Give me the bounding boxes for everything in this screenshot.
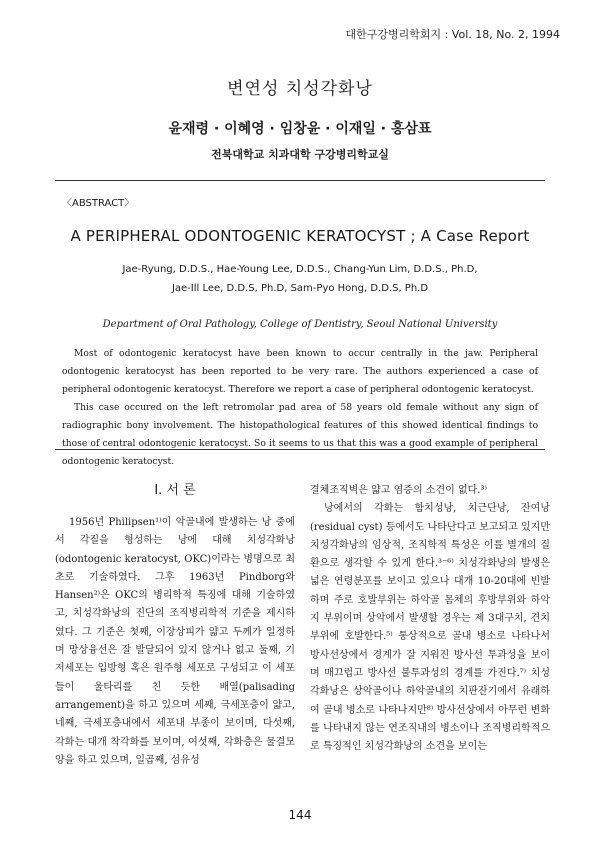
- authors-korean: 윤재령 · 이혜영 · 임창윤 · 이재일 · 홍삼표: [168, 121, 432, 137]
- body-paragraph: 낭에서의 각화는 함치성낭, 치근단낭, 잔여낭(residual cyst) 등에서도 나타난다고 보고되고 있지만 치성각화낭의 임상적, 조직학적 특성은 이를 별개의 질환으로 생각할 수 있게 한다.³⁻⁶⁾ 치성각화낭의 발생은 넓은 연령분포를 보이고 있으나 대개 10-20대에 빈발하며 주로 호발부위는 하악골 몸체의 후방부위와 하악지 부위이며 상악에서 발생할 경우는 제 3대구치, 견치부위에 호발한다.⁵⁾ 통상적으로 골내 병소로 나타나서 방사선상에서 경계가 잘 지워진 방사선 투과성을 보이며 매끄럽고 방사선 불투과성의 경계를 가진다.⁷⁾ 치성각화낭은 상악골이나 하악골내의 치판잔기에서 유래하여 골내 병소로 나타나지만⁸⁾ 방사선상에서 아무런 변화를 나타내지 않는 연조직내의 병소이나 조직병리학적으로 특징적인 치성각화낭의 소견을 보이는: [310, 503, 550, 753]
- section-title: I. 서 론: [154, 483, 196, 498]
- abstract-paragraph-2: This case occured on the left retromolar pad area of 58 years old female without any sign of radiographic bony involvement. The histopathological features of this showed identical findings to those of central odontogenic keratocyst. So it seems to us that this was a good example of peripheral odontogenic keratocyst.: [62, 402, 538, 467]
- body-paragraph: 결체조직벽은 얇고 염증의 소견이 없다.³⁾: [310, 485, 487, 496]
- article-title-english: A PERIPHERAL ODONTOGENIC KERATOCYST ; A Case Report: [70, 227, 530, 245]
- journal-header: 대한구강병리학회지 : Vol. 18, No. 2, 1994: [345, 28, 560, 41]
- body-column-right: [310, 482, 550, 756]
- body-paragraph: 1956년 Philipsen¹⁾이 악골내에 발생하는 낭 중에서 각질을 형성하는 낭에 대해 치성각화낭(odontogenic keratocyst, OKC)이라는 병명으로 최초로 기술하였다. 그후 1963년 Pindborg와 Hansen²⁾은 OKC의 병리학적 특징에 대해 기술하였고, 치성각화낭의 진단의 조직병리학적 기준을 제시하였다. 그 기준은 첫째, 이장상피가 얇고 두께가 일정하며 망상융선은 잘 발달되어 있지 않거나 없고 둘째, 기저세포는 입방형 혹은 원주형 세포로 구성되고 이 세포들이 울타리를 친 듯한 배열(palisading arrangement)을 하고 있으며 세째, 극세포층이 얇고, 네째, 극세포층내에서 세포내 부종이 보이며, 다섯째, 각화는 대개 착각화를 보이며, 여섯째, 각화층은 물결모양을 하고 있으며, 일곱째, 섬유성: [55, 517, 295, 766]
- abstract-label: 〈ABSTRACT〉: [62, 198, 135, 209]
- authors-english-line1: Jae-Ryung, D.D.S., Hae-Young Lee, D.D.S., Chang-Yun Lim, D.D.S., Ph.D,: [122, 264, 478, 275]
- body-column-left: [55, 482, 295, 770]
- department-english: Department of Oral Pathology, College of Dentistry, Seoul National University: [102, 319, 498, 330]
- affiliation-korean: 전북대학교 치과대학 구강병리학교실: [211, 148, 389, 161]
- abstract-paragraph-1: Most of odontogenic keratocyst have been known to occur centrally in the jaw. Peripheral odontogenic keratocyst has been reported to be very rare. The authors experienced a case of peripheral odontogenic keratocyst. Therefore we report a case of peripheral odontogenic keratocyst.: [62, 348, 538, 395]
- page-number: 144: [288, 808, 312, 822]
- article-title-korean: 변연성 치성각화낭: [227, 79, 373, 99]
- authors-english-line2: Jae-Ill Lee, D.D.S, Ph.D, Sam-Pyo Hong, D.D.S, Ph.D: [171, 283, 429, 294]
